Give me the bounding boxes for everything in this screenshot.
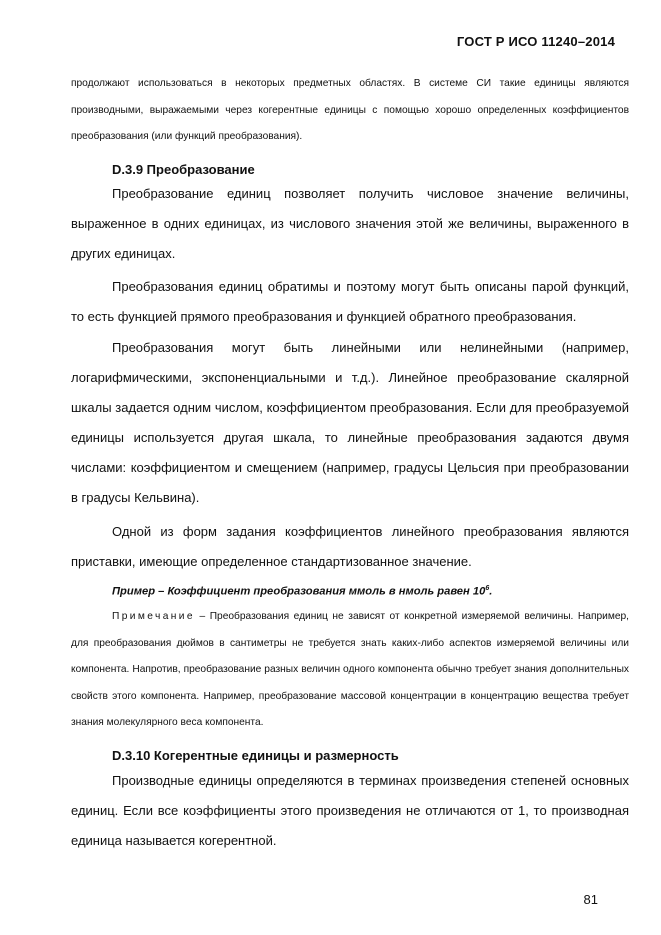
paragraph-conversion-4: Одной из форм задания коэффициентов линейного преобразования являются приставки, имеющие определенное стандартизованное значение. <box>71 524 629 569</box>
paragraph-coherent-1: Производные единицы определяются в терминах произведения степеней основных единиц. Если все коэффициенты этого произведения не отличаются от 1, то производная единица называется когерентной. <box>71 773 629 848</box>
paragraph-conversion-3: Преобразования могут быть линейными или нелинейными (например, логарифмическими, экспоненциальными и т.д.). Линейное преобразование скалярной шкалы задается одним числом, коэффициентом преобразования. Если для преобразуемой единицы используется другая шкала, то линейные преобразования задаются двумя числами: коэффициентом и смещением (например, градусы Цельсия при преобразовании в градусы Кельвина). <box>71 340 629 505</box>
section-heading-d39: D.3.9 Преобразование <box>112 162 255 177</box>
paragraph-conversion-1: Преобразование единиц позволяет получить числовое значение величины, выраженное в одних единицах, из числового значения этой же величины, выраженного в других единицах. <box>71 186 629 261</box>
note-label: Примечание <box>112 611 195 622</box>
example-text: Пример – Коэффициент преобразования ммоль в нмоль равен 10 <box>112 585 486 598</box>
example-exponent: 6 <box>485 585 490 592</box>
example-line <box>112 585 492 598</box>
intro-paragraph: продолжают использоваться в некоторых предметных областях. В системе СИ такие единицы являются производными, выражаемыми через когерентные единицы с помощью хорошо определенных коэффициентов преобразования (или функций преобразования). <box>71 78 629 142</box>
paragraph-conversion-2: Преобразования единиц обратимы и поэтому могут быть описаны парой функций, то есть функцией прямого преобразования и функцией обратного преобразования. <box>71 279 629 324</box>
page-number: 81 <box>583 892 598 907</box>
example-end: . <box>489 585 493 598</box>
note-paragraph <box>71 604 629 737</box>
note-text: – Преобразования единиц не зависят от конкретной измеряемой величины. Например, для преобразования дюймов в сантиметры не требуется знать каких-либо аспектов измеряемой величины или компонента. Напротив, преобразование разных величин одного компонента обычно требует знания дополнительных свойств этого компонента. Например, преобразование массовой концентрации в концентрацию вещества требует знания молекулярного веса компонента. <box>71 611 629 728</box>
document-header: ГОСТ Р ИСО 11240–2014 <box>456 34 615 49</box>
section-heading-d310: D.3.10 Когерентные единицы и размерность <box>112 748 399 763</box>
